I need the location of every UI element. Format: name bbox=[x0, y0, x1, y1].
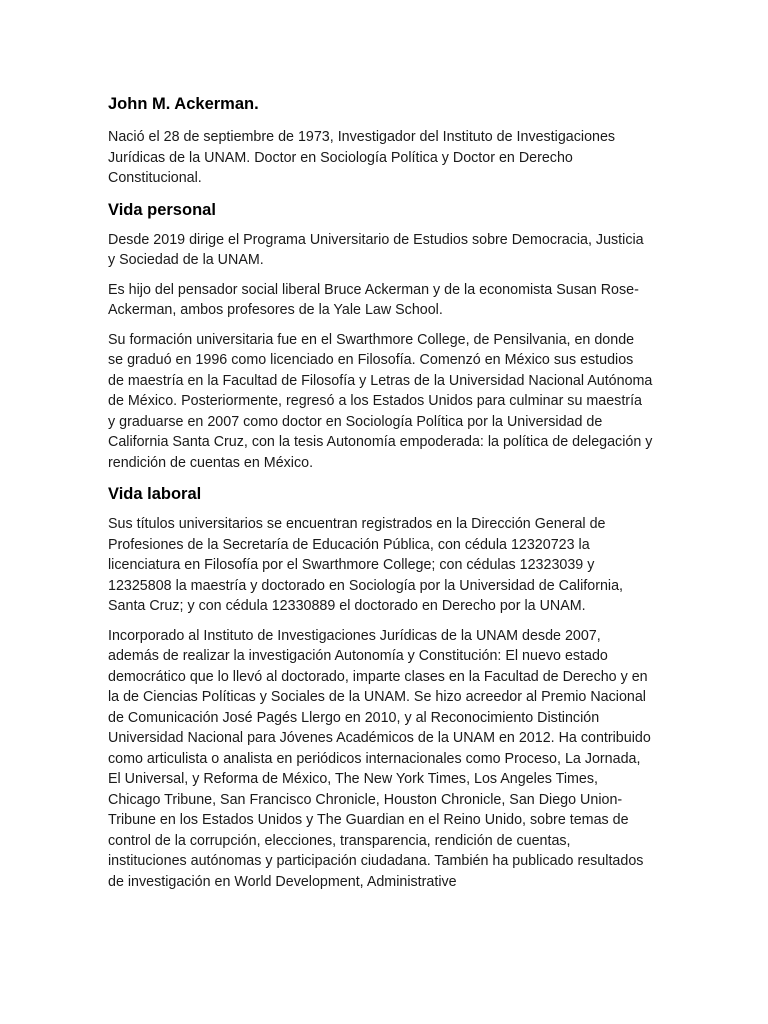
paragraph-vida-personal-2: Es hijo del pensador social liberal Bruce Ackerman y de la economista Susan Rose-Ackerman, ambos profesores de la Yale Law School. bbox=[108, 281, 639, 318]
paragraph-vida-personal-3: Su formación universitaria fue en el Swarthmore College, de Pensilvania, en donde se graduó en 1996 como licenciado en Filosofía. Comenzó en México sus estudios de maestría en la Facultad de Filosofía y Letras de la Universidad Nacional Autónoma de México. Posteriormente, regresó a los Estados Unidos para culminar su maestría y graduarse en 2007 como doctor en Sociología Política por la Universidad de California Santa Cruz, con la tesis Autonomía empoderada: la política de delegación y rendición de cuentas en México. bbox=[108, 331, 653, 471]
paragraph-vida-laboral-2: Incorporado al Instituto de Investigaciones Jurídicas de la UNAM desde 2007, además de realizar la investigación Autonomía y Constitución: El nuevo estado democrático que lo llevó al doctorado, imparte clases en la Facultad de Derecho y en la de Ciencias Políticas y Sociales de la UNAM. Se hizo acreedor al Premio Nacional de Comunicación José Pagés Llergo en 2010, y al Reconocimiento Distinción Universidad Nacional para Jóvenes Académicos de la UNAM en 2012. Ha contribuido como articulista o analista en periódicos internacionales como Proceso, La Jornada, El Universal, y Reforma de México, The New York Times, Los Angeles Times, Chicago Tribune, San Francisco Chronicle, Houston Chronicle, San Diego Union-Tribune en los Estados Unidos y The Guardian en el Reino Unido, sobre temas de control de la corrupción, elecciones, transparencia, rendición de cuentas, instituciones autónomas y participación ciudadana. También ha publicado resultados de investigación en World Development, Administrative bbox=[108, 627, 651, 890]
paragraph-vida-laboral-1: Sus títulos universitarios se encuentran registrados en la Dirección General de Profesiones de la Secretaría de Educación Pública, con cédula 12320723 la licenciatura en Filosofía por el Swarthmore College; con cédulas 12323039 y 12325808 la maestría y doctorado en Sociología por la Universidad de California, Santa Cruz; y con cédula 12330889 el doctorado en Derecho por la UNAM. bbox=[108, 516, 624, 614]
paragraph-vida-personal-1: Desde 2019 dirige el Programa Universitario de Estudios sobre Democracia, Justicia y Sociedad de la UNAM. bbox=[108, 231, 644, 268]
intro-paragraph: Nació el 28 de septiembre de 1973, Investigador del Instituto de Investigaciones Jurídicas de la UNAM. Doctor en Sociología Política y Doctor en Derecho Constitucional. bbox=[108, 129, 616, 186]
section-heading-vida-personal: Vida personal bbox=[108, 200, 216, 219]
document-title: John M. Ackerman. bbox=[108, 95, 259, 113]
section-heading-vida-laboral: Vida laboral bbox=[108, 485, 202, 503]
document-page bbox=[108, 86, 653, 901]
